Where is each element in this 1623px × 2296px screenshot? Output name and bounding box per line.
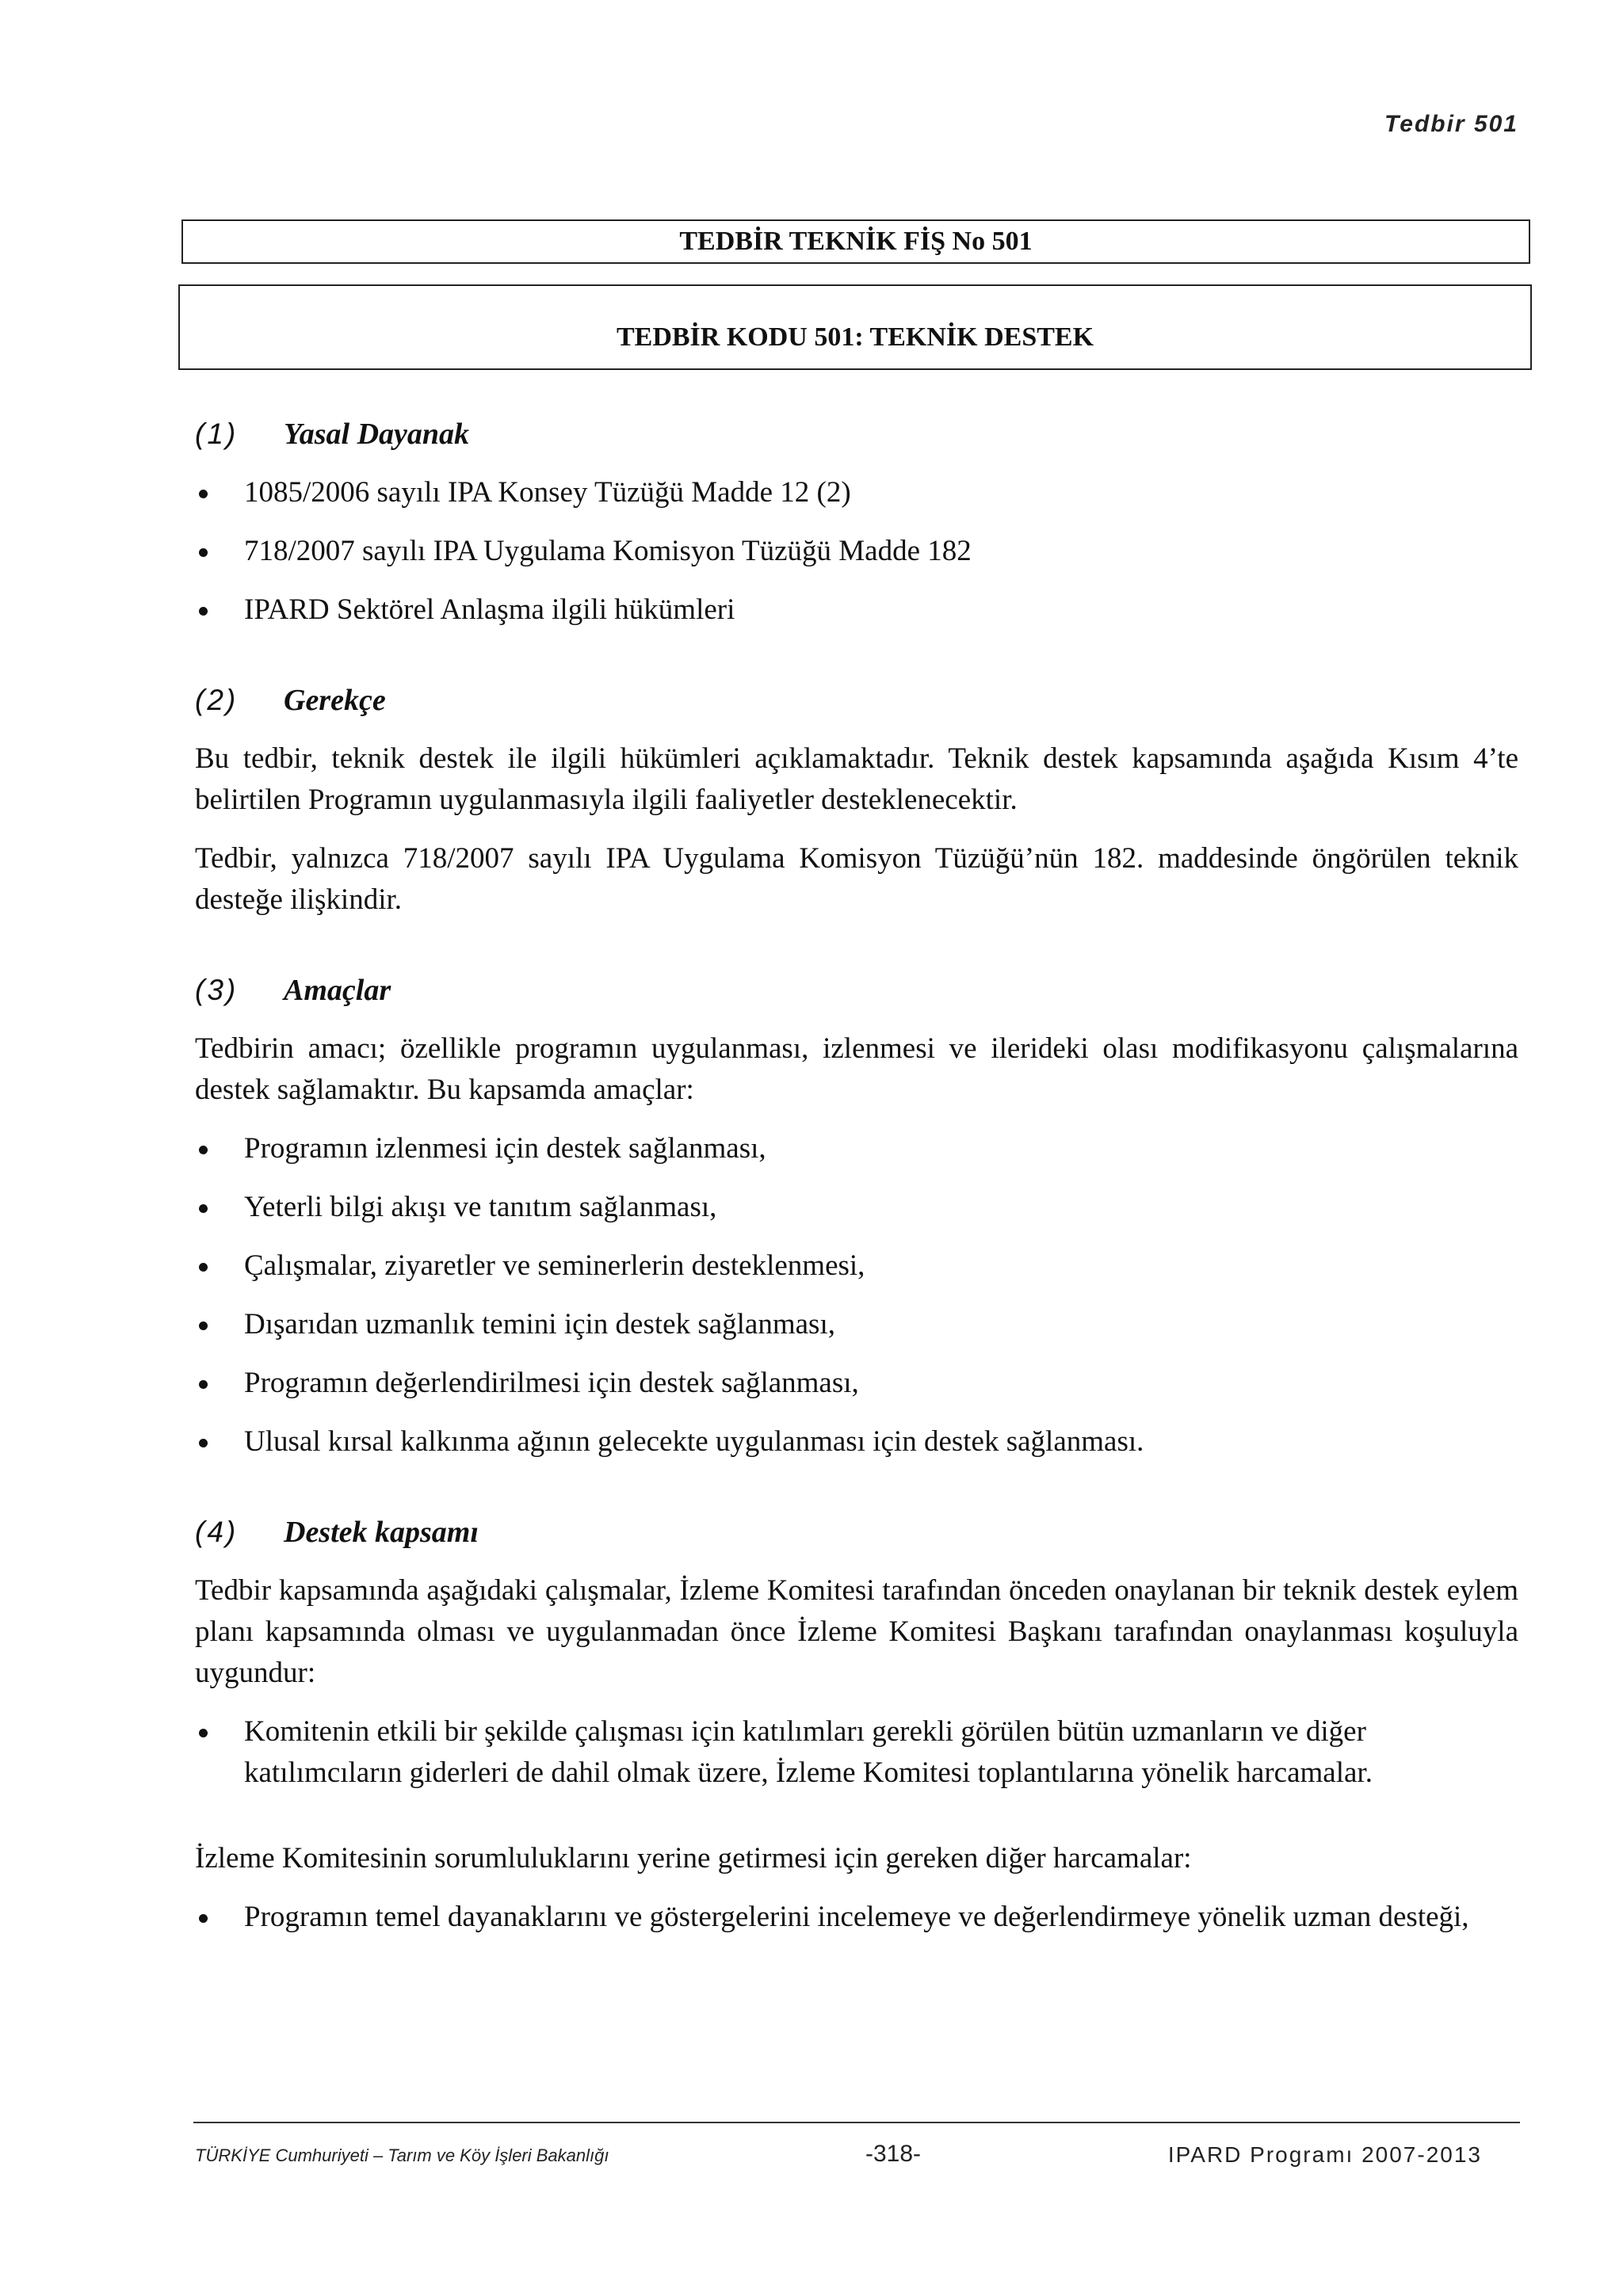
paragraph: Tedbirin amacı; özellikle programın uygulanması, izlenmesi ve ilerideki olası modifikasyonu çalışmalarına destek sağlamaktır. Bu kapsamda amaçlar:: [195, 1032, 1518, 1106]
list-item: 1085/2006 sayılı IPA Konsey Tüzüğü Madde 12 (2): [195, 472, 1518, 513]
section-number: (2): [195, 684, 239, 716]
title-box-2: TEDBİR KODU 501: TEKNİK DESTEK: [178, 284, 1532, 370]
section-number: (3): [195, 974, 239, 1006]
paragraph: Tedbir, yalnızca 718/2007 sayılı IPA Uygulama Komisyon Tüzüğü’nün 182. maddesinde öngörülen teknik desteğe ilişkindir.: [195, 842, 1518, 916]
footer-ministry: TÜRKİYE Cumhuriyeti – Tarım ve Köy İşleri Bakanlığı: [195, 2145, 609, 2165]
running-header: Tedbir 501: [1384, 111, 1518, 137]
section-number: (4): [195, 1516, 239, 1548]
list-item: Çalışmalar, ziyaretler ve seminerlerin desteklenmesi,: [195, 1245, 1518, 1287]
page-number: -318-: [865, 2141, 922, 2167]
section-3-heading: [195, 970, 1518, 1011]
section-number: (1): [195, 418, 239, 450]
list-item: 718/2007 sayılı IPA Uygulama Komisyon Tüzüğü Madde 182: [195, 531, 1518, 572]
title-box-1: TEDBİR TEKNİK FİŞ No 501: [181, 219, 1530, 264]
section-title: Destek kapsamı: [284, 1516, 479, 1549]
list-item: Komitenin etkili bir şekilde çalışması için katılımları gerekli görülen bütün uzmanların ve diğer katılımcıların giderleri de dahil olmak üzere, İzleme Komitesi toplantılarına yönelik harcamalar.: [195, 1711, 1518, 1794]
section-1-heading: [195, 414, 1518, 455]
section-2-heading: [195, 680, 1518, 721]
footer-program-title: IPARD Programı 2007-2013: [1167, 2142, 1482, 2167]
list-item: Programın değerlendirilmesi için destek sağlanması,: [195, 1363, 1518, 1404]
section-4-heading: [195, 1512, 1518, 1553]
section-title: Yasal Dayanak: [284, 418, 470, 451]
list-item: IPARD Sektörel Anlaşma ilgili hükümleri: [195, 589, 1518, 631]
footer-divider: [193, 2122, 1520, 2123]
list-item: Dışarıdan uzmanlık temini için destek sağlanması,: [195, 1304, 1518, 1345]
section-1-bullet-list: [195, 472, 1518, 631]
section-title: Gerekçe: [284, 684, 386, 717]
document-body: [195, 414, 1518, 1955]
section-4-bullet-list-2: [195, 1897, 1518, 1938]
list-item: Yeterli bilgi akışı ve tanıtım sağlanması,: [195, 1187, 1518, 1228]
list-item: Ulusal kırsal kalkınma ağının gelecekte uygulanması için destek sağlanması.: [195, 1421, 1518, 1463]
paragraph: Bu tedbir, teknik destek ile ilgili hükümleri açıklamaktadır. Teknik destek kapsamında aşağıda Kısım 4’te belirtilen Programın uygulanmasıyla ilgili faaliyetler desteklenecektir.: [195, 742, 1518, 816]
section-3-bullet-list: [195, 1128, 1518, 1463]
list-item: Programın temel dayanaklarını ve göstergelerini incelemeye ve değerlendirmeye yönelik uzman desteği,: [195, 1897, 1518, 1938]
paragraph: İzleme Komitesinin sorumluluklarını yerine getirmesi için gereken diğer harcamalar:: [195, 1842, 1192, 1875]
list-item: Programın izlenmesi için destek sağlanması,: [195, 1128, 1518, 1169]
paragraph: Tedbir kapsamında aşağıdaki çalışmalar, İzleme Komitesi tarafından önceden onaylanan bir teknik destek eylem planı kapsamında olması ve uygulanmadan önce İzleme Komitesi Başkanı tarafından onaylanması koşuluyla uygundur:: [195, 1574, 1518, 1689]
section-title: Amaçlar: [284, 974, 391, 1007]
section-4-bullet-list: [195, 1711, 1518, 1794]
